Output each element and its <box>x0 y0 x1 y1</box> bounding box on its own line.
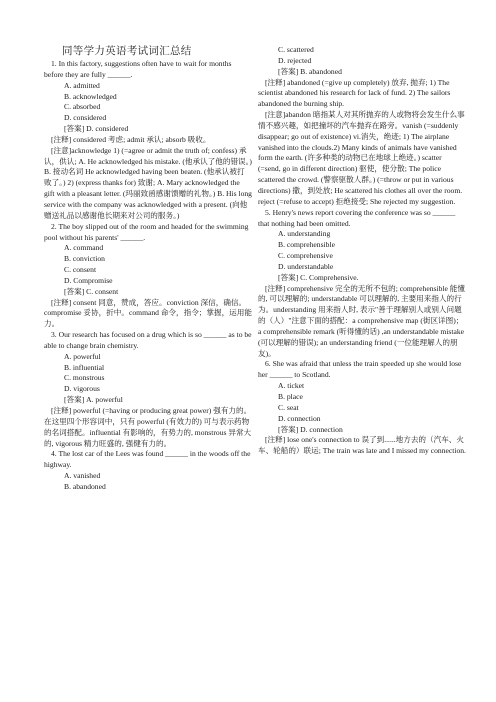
paragraph: [注释] powerful (=having or producing great power) 强有力的。在这里四个形容词中，只有 powerful (有效力的) 可与表示药物的名词搭配。influential 有影响的，有势力的, monstrous 异常大的, vigorous 精力旺盛的, 强健有力的。 <box>44 406 252 448</box>
paragraph: B. abandoned <box>64 481 106 491</box>
paragraph: B. influential <box>64 362 105 372</box>
paragraph: [注释] lose one's connection to 误了到......地方去的（汽车、火车、轮船的）联运; The train was late and I missed my connection. <box>258 435 466 456</box>
paragraph: [注释] consent 同意，赞成，答应。conviction 深信，确信。compromise 妥协，折中。command 命令，指令；掌握，运用能力。 <box>44 297 252 329</box>
paragraph: B. conviction <box>64 254 105 264</box>
paragraph: C. consent <box>64 265 97 275</box>
paragraph: D. Compromise <box>64 275 113 285</box>
paragraph: 3. Our research has focused on a drug which is so ______ as to be able to change brain chemistry. <box>44 330 252 350</box>
paragraph: A. vanished <box>64 471 101 481</box>
paragraph: 5. Henry's news report covering the conference was so ______ that nothing had been omitted. <box>258 207 456 228</box>
paragraph: A. admitted <box>64 80 100 90</box>
left-column <box>44 59 252 493</box>
paragraph: D. rejected <box>278 55 312 65</box>
paragraph: [答案] C. consent <box>64 286 119 296</box>
paragraph: C. comprehensive <box>278 251 333 261</box>
paragraph: D. considered <box>64 113 107 123</box>
paragraph: [注释] abandoned (=give up completely) 放弃, 抛弃; 1) The scientist abandoned his research for lack of fund. 2) The sailors abandoned the burning ship. <box>258 77 451 109</box>
paragraph: D. vigorous <box>64 384 100 394</box>
paragraph: [注释] considered 考虑; admit 承认; absorb 吸收。 <box>51 134 211 144</box>
paragraph: 1. In this factory, suggestions often have to wait for months before they are fully ______. <box>44 59 232 79</box>
paragraph: C. seat <box>278 402 299 412</box>
paragraph: B. place <box>278 392 303 401</box>
paragraph: [注释] comprehensive 完全的无所不包的; comprehensible 能懂的, 可以理解的; understandable 可以理解的, 主要用来指人的行为。understanding 用来指人时, 表示"善于理解别人或别人问题的（人）"注意下面的搭配：a comprehensive map (街区详图)；a comprehensible remark (听得懂的话) ,an understandable mistake (可以理解的错误); an understanding friend (一位能理解人的朋友)。 <box>258 283 465 358</box>
paragraph: D. connection <box>278 413 321 423</box>
paragraph: 6. She was afraid that unless the train speeded up she would lose her ______ to Scotland. <box>258 359 462 380</box>
paragraph: A. understanding <box>278 229 331 239</box>
paragraph: A. powerful <box>64 351 101 361</box>
paragraph: [注意]acknowledge 1) (=agree or admit the truth of; confess) 承认，供认; A. He acknowledged his mistake. (他承认了他的错误。) B. 接动名词 He acknowledged having been beaten. (他承认被打败了。) 2) (express thanks for) 致谢; A. Mary acknowledged the gift with a pleasant letter. (玛丽致函感谢馈赠的礼物。) B. His long service with the company was acknowledged with a present. (向他赠送礼品以感谢他长期来对公司的服务。) <box>44 145 252 220</box>
right-column <box>258 45 466 457</box>
paragraph: C. absorbed <box>64 102 101 112</box>
paragraph: 4. The lost car of the Lees was found ______ in the woods off the highway. <box>44 449 251 470</box>
paragraph: C. scattered <box>278 45 314 54</box>
paragraph: C. monstrous <box>64 373 105 383</box>
document-title: 同等学力英语考试词汇总结 <box>62 46 192 57</box>
paragraph: [答案] C. Comprehensive. <box>278 272 359 282</box>
paragraph: B. comprehensible <box>278 240 335 250</box>
paragraph: [答案] D. considered <box>64 124 129 134</box>
paragraph: A. command <box>64 243 104 253</box>
paragraph: [答案] D. connection <box>278 424 343 434</box>
paragraph: D. understandable <box>278 261 334 271</box>
paragraph: [注意]abandon 暗指某人对其所抛弃的人或物将会发生什么事情不感兴趣，如把撞坏的汽车抛弃在路旁。vanish (=suddenly disappear; go out of existence) vi.消失，绝迹; 1) The airplane vanished into the clouds.2) Many kinds of animals have vanished form the earth. (许多种类的动物已在地球上绝迹。) scatter (=send, go in different direction) 驱使，使分散; The police scattered the crowd. (警察驱散人群。) (=throw or put in various directions) 撒，到处放; He scattered his clothes all over the room. reject (=refuse to accept) 拒绝接受; She rejected my suggestion. <box>258 110 465 206</box>
paragraph: [答案] A. powerful <box>64 395 123 405</box>
paragraph: A. ticket <box>278 381 305 391</box>
paragraph: 2. The boy slipped out of the room and headed for the swimming pool without his parents' ______. <box>44 221 249 242</box>
paragraph: [答案] B. abandoned <box>278 66 342 76</box>
paragraph: B. acknowledged <box>64 91 117 101</box>
